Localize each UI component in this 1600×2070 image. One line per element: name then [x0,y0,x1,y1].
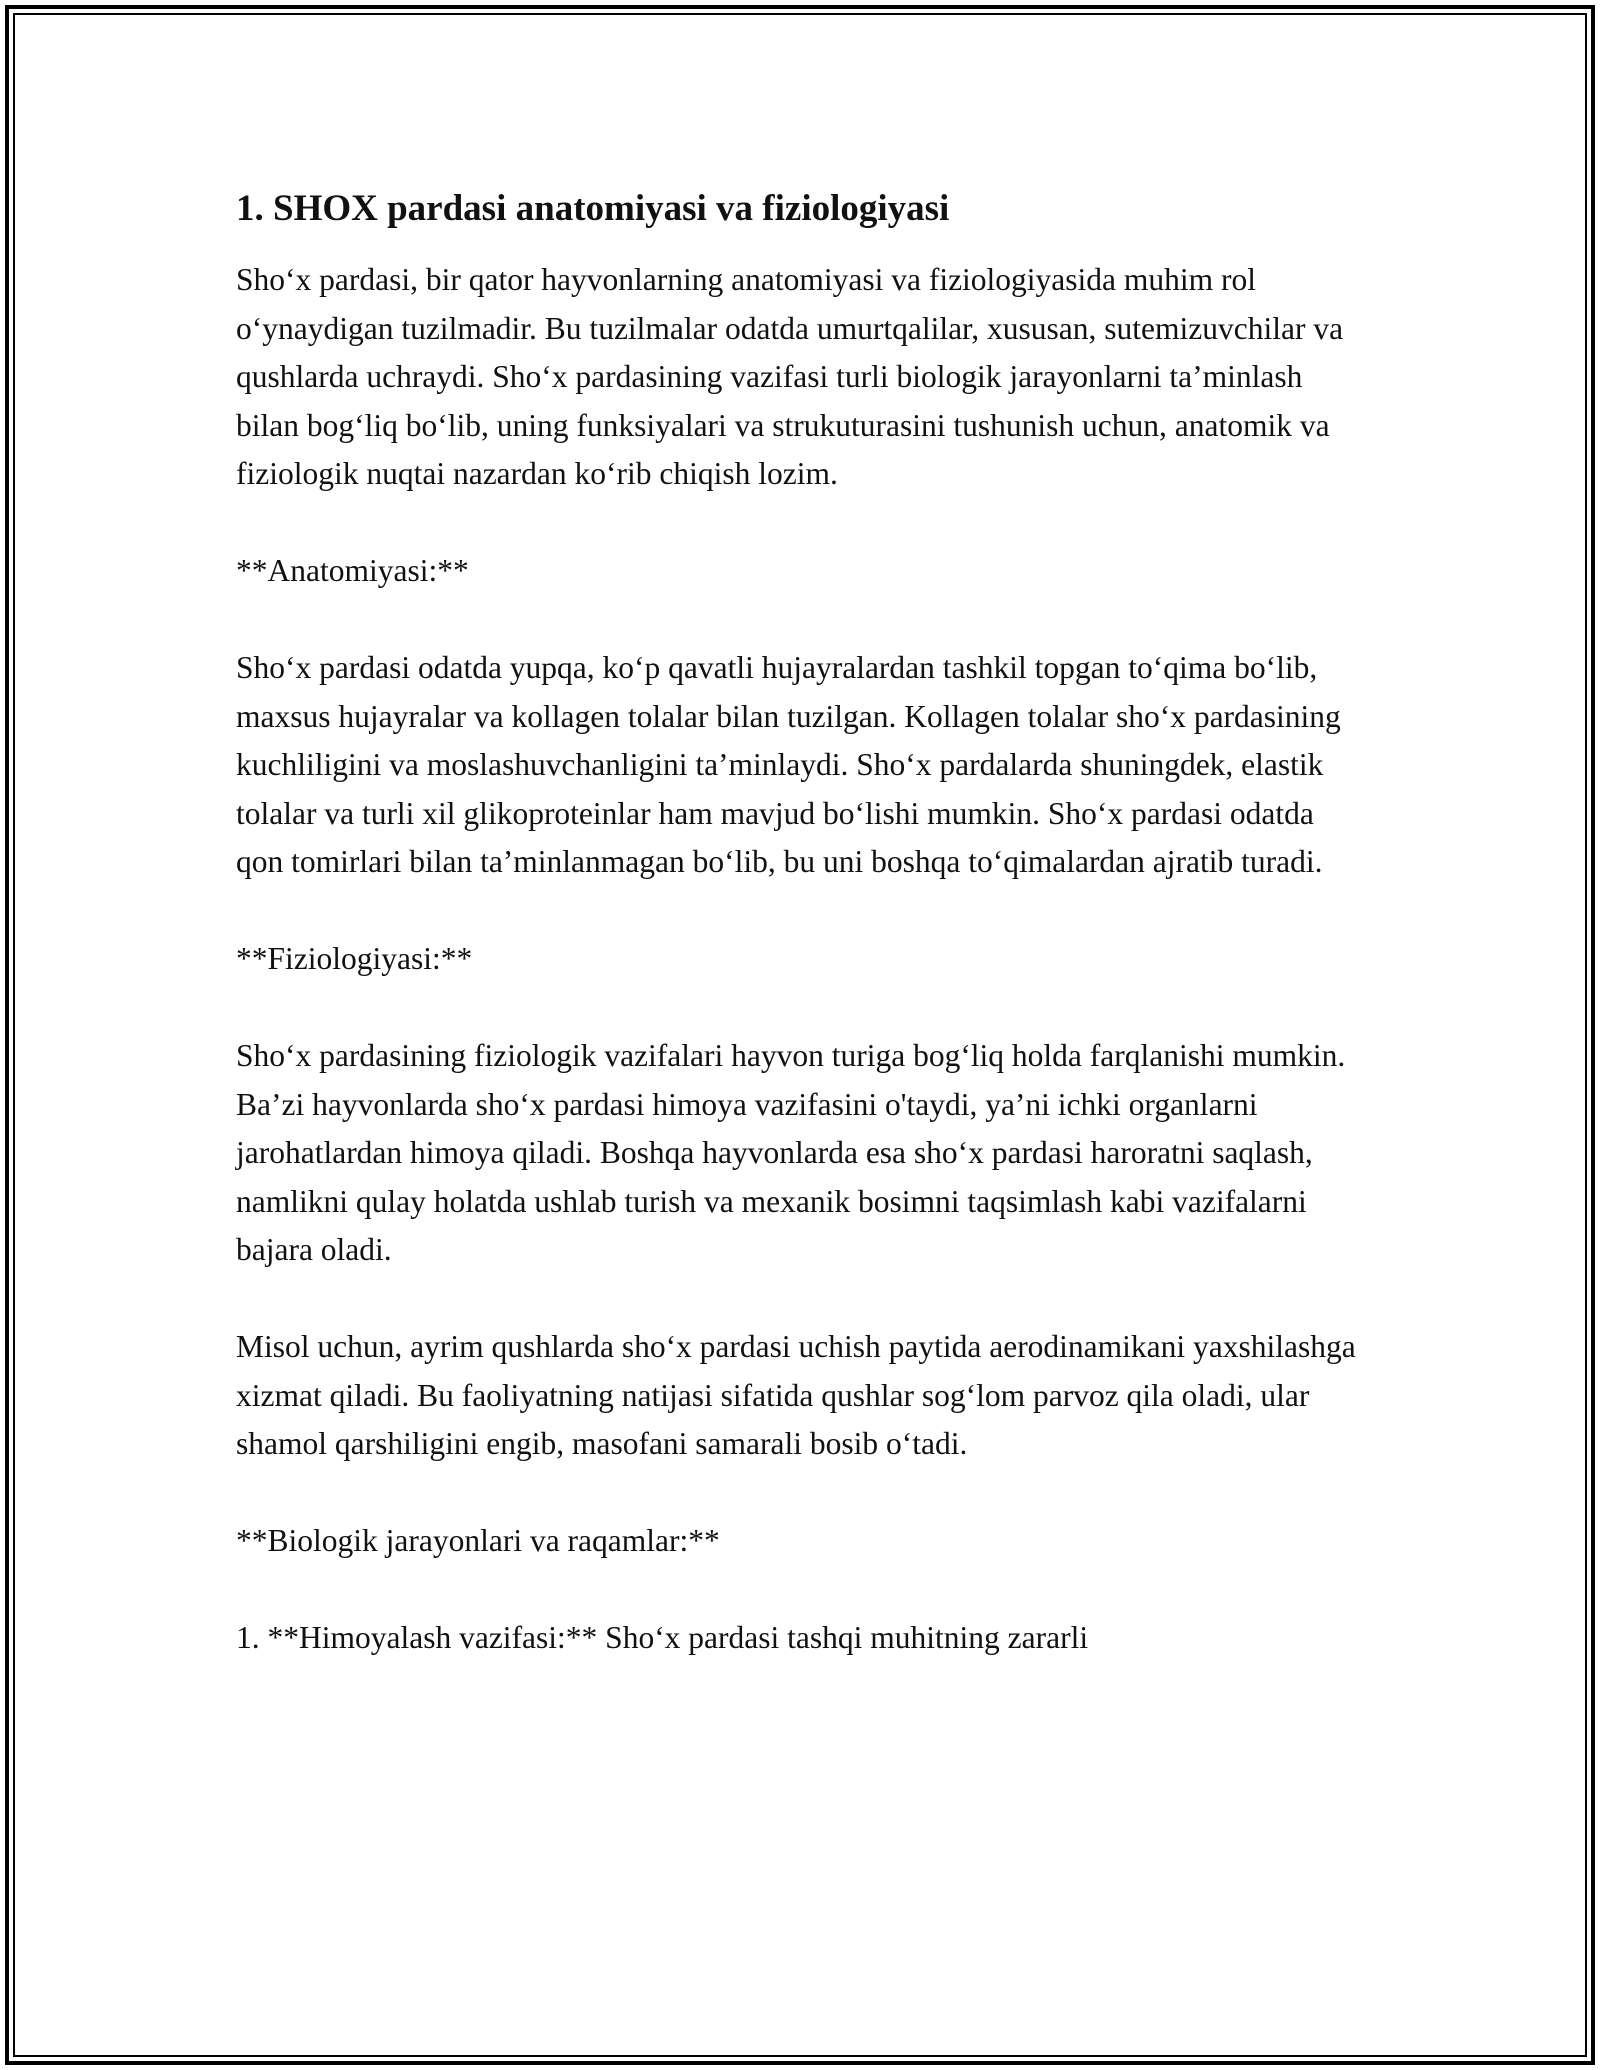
intro-paragraph: Sho‘x pardasi, bir qator hayvonlarning anatomiyasi va fiziologiyasida muhim rol o‘ynaydigan tuzilmadir. Bu tuzilmalar odatda umurtqalilar, xususan, sutemizuvchilar va qushlarda uchraydi. Sho‘x pardasining vazifasi turli biologik jarayonlarni ta’minlash bilan bog‘liq bo‘lib, uning funksiyalari va strukuturasini tushunish uchun, anatomik va fiziologik nuqtai nazardan ko‘rib chiqish lozim. [236,262,1344,491]
anatomy-paragraph: Sho‘x pardasi odatda yupqa, ko‘p qavatli hujayralardan tashkil topgan to‘qima bo‘lib, maxsus hujayralar va kollagen tolalar bilan tuzilgan. Kollagen tolalar sho‘x pardasining kuchliligini va moslashuvchanligini ta’minlaydi. Sho‘x pardalarda shuningdek, elastik tolalar va turli xil glikoproteinlar ham mavjud bo‘lishi mumkin. Sho‘x pardasi odatda qon tomirlari bilan ta’minlanmagan bo‘lib, bu uni boshqa to‘qimalardan ajratib turadi. [236,650,1341,879]
document-body [236,185,1366,1663]
physiology-paragraph: Sho‘x pardasining fiziologik vazifalari hayvon turiga bog‘liq holda farqlanishi mumkin. Ba’zi hayvonlarda sho‘x pardasi himoya vazifasini o'taydi, ya’ni ichki organlarni jarohatlardan himoya qiladi. Boshqa hayvonlarda esa sho‘x pardasi haroratni saqlash, namlikni qulay holatda ushlab turish va mexanik bosimni taqsimlash kabi vazifalarni bajara oladi. [236,1038,1346,1267]
anatomy-subheading: **Anatomiyasi:** [236,553,469,588]
physiology-subheading: **Fiziologiyasi:** [236,941,473,976]
example-paragraph: Misol uchun, ayrim qushlarda sho‘x pardasi uchish paytida aerodinamikani yaxshilashga xizmat qiladi. Bu faoliyatning natijasi sifatida qushlar sog‘lom parvoz qila oladi, ular shamol qarshiligini engib, masofani samarali bosib o‘tadi. [236,1329,1356,1461]
processes-subheading: **Biologik jarayonlari va raqamlar:** [236,1523,720,1558]
section-heading: 1. SHOX pardasi anatomiyasi va fiziologiyasi [236,188,950,229]
list-item-protection: 1. **Himoyalash vazifasi:** Sho‘x pardasi tashqi muhitning zararli [236,1620,1089,1655]
